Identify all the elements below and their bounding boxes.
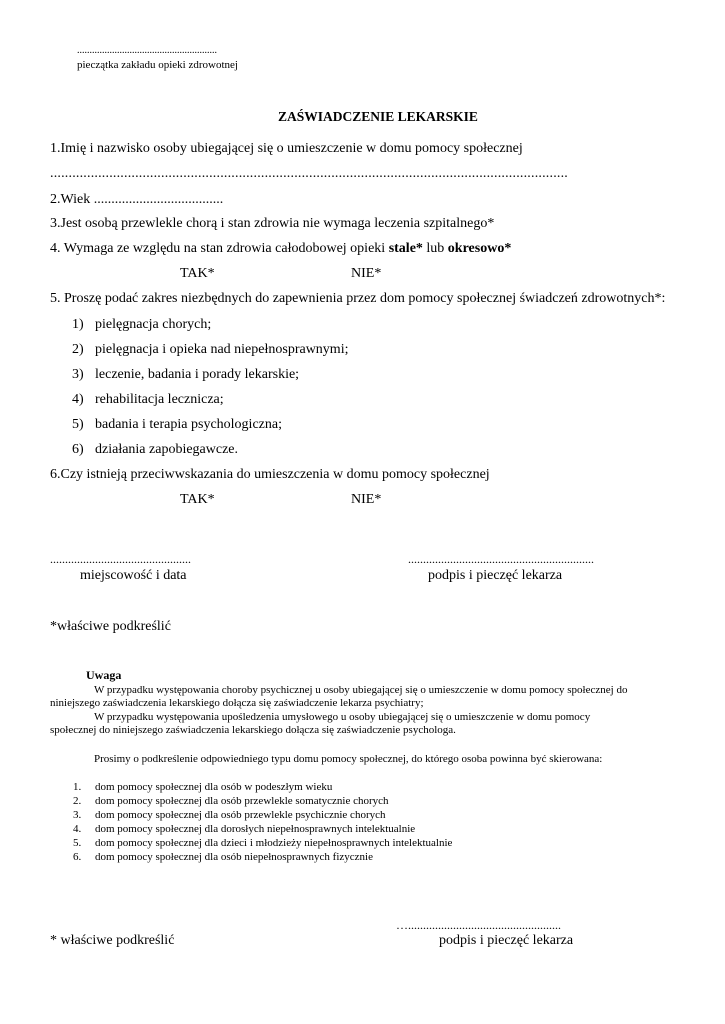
list-item: rehabilitacja lecznicza;	[95, 392, 224, 407]
doctor-signature-label-2: podpis i pieczęć lekarza	[439, 933, 574, 948]
list-item: badania i terapia psychologiczna;	[95, 417, 282, 432]
list-item-number: 6)	[72, 442, 84, 457]
note-line-1: W przypadku występowania choroby psychicznej u osoby ubiegającej się o umieszczenie w domu pomocy społecznej do	[94, 684, 628, 696]
section-4-no: NIE*	[351, 266, 382, 281]
list-item: dom pomocy społecznej dla osób przewlekle psychicznie chorych	[95, 809, 386, 821]
list-item: pielęgnacja i opieka nad niepełnosprawnymi;	[95, 342, 349, 357]
list-item-number: 3.	[73, 809, 82, 821]
list-item-number: 2)	[72, 342, 84, 357]
place-date-label: miejscowość i data	[80, 568, 187, 583]
section-4-prefix: 4. Wymaga ze względu na stan zdrowia całodobowej opieki	[50, 241, 389, 256]
list-item: dom pomocy społecznej dla osób niepełnosprawnych fizycznie	[95, 851, 373, 863]
stamp-label: pieczątka zakładu opieki zdrowotnej	[77, 59, 238, 71]
list-item-number: 4.	[73, 823, 82, 835]
footnote-underline: *właściwe podkreślić	[50, 619, 171, 634]
note-line-2: niniejszego zaświadczenia lekarskiego dołącza się zaświadczenie lekarza psychiatry;	[50, 697, 424, 709]
stamp-dots: ........................................................	[77, 45, 217, 56]
section-6-no: NIE*	[351, 492, 382, 507]
section-1-label: 1.Imię i nazwisko osoby ubiegającej się o umieszczenie w domu pomocy społecznej	[50, 141, 523, 156]
doctor-signature-dots-2: …...................................................	[396, 918, 561, 932]
note-request: Prosimy o podkreślenie odpowiedniego typu domu pomocy społecznej, do którego osoba powinna być skierowana:	[94, 753, 603, 765]
doctor-signature-label: podpis i pieczęć lekarza	[428, 568, 563, 583]
section-6-yes: TAK*	[180, 492, 215, 507]
section-4-option-stale: stale*	[388, 241, 423, 256]
document-title: ZAŚWIADCZENIE LEKARSKIE	[278, 109, 478, 124]
section-2-age: 2.Wiek .....................................	[50, 192, 224, 207]
note-line-3: W przypadku występowania upośledzenia umysłowego u osoby ubiegającej się o umieszczenie w domu pomocy	[94, 711, 591, 723]
note-line-4: społecznej do niniejszego zaświadczenia lekarskiego dołącza się zaświadczenie psychologa.	[50, 724, 456, 736]
section-1-name-field: ............................................................................................................................................	[50, 166, 568, 181]
list-item: leczenie, badania i porady lekarskie;	[95, 367, 300, 382]
list-item-number: 2.	[73, 795, 82, 807]
list-item: pielęgnacja chorych;	[95, 317, 212, 332]
section-4-care	[50, 242, 511, 256]
list-item: dom pomocy społecznej dla dorosłych niepełnosprawnych intelektualnie	[95, 823, 416, 835]
section-4-option-okresowo: okresowo*	[447, 241, 512, 256]
list-item-number: 5.	[73, 837, 82, 849]
place-date-dots: ...............................................	[50, 552, 191, 566]
list-item: dom pomocy społecznej dla osób przewlekle somatycznie chorych	[95, 795, 389, 807]
list-item-number: 1)	[72, 317, 84, 332]
list-item: działania zapobiegawcze.	[95, 442, 239, 457]
list-item-number: 5)	[72, 417, 84, 432]
section-6-label: 6.Czy istnieją przeciwwskazania do umieszczenia w domu pomocy społecznej	[50, 467, 490, 482]
section-3-chronic: 3.Jest osobą przewlekle chorą i stan zdrowia nie wymaga leczenia szpitalnego*	[50, 216, 495, 231]
section-4-yes: TAK*	[180, 266, 215, 281]
list-item-number: 1.	[73, 781, 82, 793]
list-item-number: 4)	[72, 392, 84, 407]
list-item-number: 3)	[72, 367, 84, 382]
section-4-middle: lub	[422, 241, 448, 256]
list-item: dom pomocy społecznej dla dzieci i młodzieży niepełnosprawnych intelektualnie	[95, 837, 453, 849]
section-5-label: 5. Proszę podać zakres niezbędnych do zapewnienia przez dom pomocy społecznej świadczeń zdrowotnych*:	[50, 291, 666, 306]
list-item-number: 6.	[73, 851, 82, 863]
list-item: dom pomocy społecznej dla osób w podeszłym wieku	[95, 781, 333, 793]
note-heading: Uwaga	[86, 668, 122, 682]
doctor-signature-dots: ..............................................................	[408, 552, 594, 566]
footnote-underline-2: * właściwe podkreślić	[50, 933, 175, 948]
